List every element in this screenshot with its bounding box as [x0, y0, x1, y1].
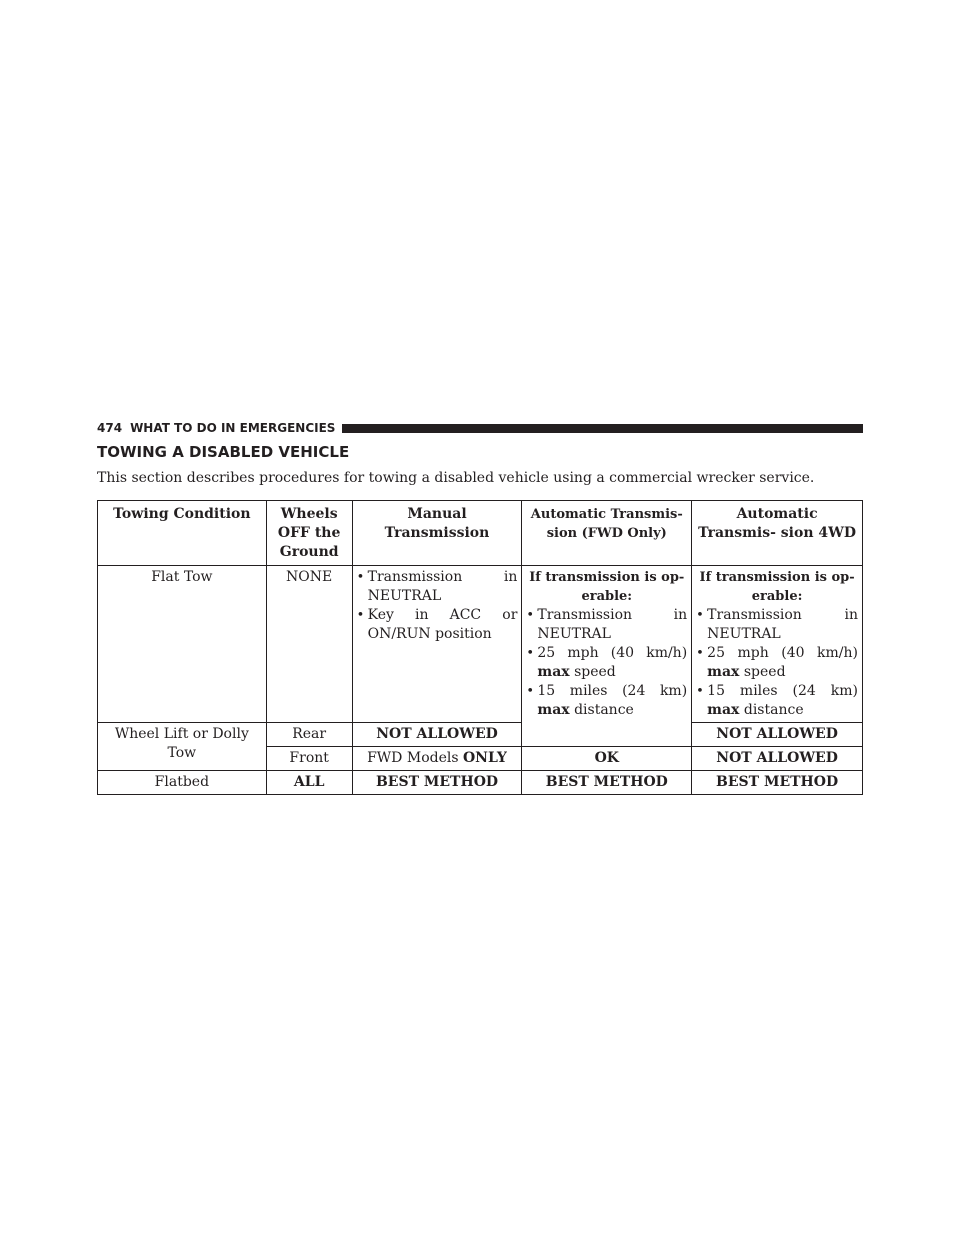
speed-value: 25 mph (40 km/h) — [537, 645, 688, 661]
speed-value: 25 mph (40 km/h) — [707, 645, 858, 661]
auto-4wd-steps-list — [696, 606, 858, 720]
speed-rest: speed — [743, 664, 786, 680]
auto-fwd-condition: If transmission is op- erable: — [529, 570, 685, 604]
list-item — [696, 644, 858, 682]
header-auto-fwd: Automatic Transmis- sion (FWD Only) — [522, 501, 692, 566]
cell-flat-tow-auto-4wd — [692, 566, 863, 723]
cell-flatbed-condition: Flatbed — [98, 771, 267, 795]
list-item — [696, 682, 858, 720]
list-item-text: Key in ACC or ON/RUN position — [367, 607, 518, 642]
distance-value: 15 miles (24 km) — [707, 683, 858, 699]
table-header-row — [98, 501, 863, 566]
list-item — [357, 568, 518, 606]
front-manual-prefix: FWD Models — [367, 750, 459, 766]
page-header — [97, 419, 863, 437]
bullet-icon: • — [526, 684, 535, 699]
cell-rear-wheels: Rear — [266, 723, 352, 747]
header-wheels-off-ground: Wheels OFF the Ground — [266, 501, 352, 566]
list-item-text: Transmission in NEUTRAL — [537, 607, 688, 642]
cell-flatbed-wheels: ALL — [266, 771, 352, 795]
manual-steps-list — [357, 568, 518, 644]
cell-rear-auto-4wd: NOT ALLOWED — [692, 723, 863, 747]
header-rule — [342, 424, 863, 433]
cell-flatbed-auto-4wd: BEST METHOD — [692, 771, 863, 795]
list-item-text: Transmission in NEUTRAL — [367, 569, 518, 604]
list-item-text — [707, 682, 858, 720]
towing-table — [97, 500, 863, 795]
bullet-icon: • — [526, 608, 535, 623]
header-auto-4wd: Automatic Transmis- sion 4WD — [692, 501, 863, 566]
list-item-text: Transmission in NEUTRAL — [707, 607, 858, 642]
table-row-flat-tow — [98, 566, 863, 723]
distance-max: max — [707, 702, 740, 718]
page-number: 474 — [97, 421, 123, 435]
section-name: WHAT TO DO IN EMERGENCIES — [130, 421, 336, 435]
list-item — [526, 644, 687, 682]
bullet-icon: • — [356, 570, 365, 585]
cell-front-auto-fwd: OK — [522, 747, 692, 771]
header-manual-transmission: Manual Transmission — [352, 501, 522, 566]
list-item — [696, 606, 858, 644]
bullet-icon: • — [696, 684, 704, 699]
cell-flatbed-auto-fwd: BEST METHOD — [522, 771, 692, 795]
cell-wheel-lift-condition: Wheel Lift or Dolly Tow — [98, 723, 267, 771]
cell-front-auto-4wd: NOT ALLOWED — [692, 747, 863, 771]
list-item — [526, 606, 687, 644]
intro-paragraph: This section describes procedures for towing a disabled vehicle using a commercial wrecker service. — [97, 470, 815, 486]
bullet-icon: • — [696, 608, 704, 623]
list-item-text — [537, 682, 687, 720]
distance-rest: distance — [574, 702, 634, 718]
speed-rest: speed — [574, 664, 616, 680]
table-row-flatbed — [98, 771, 863, 795]
cell-front-manual — [352, 747, 522, 771]
front-manual-only: ONLY — [462, 750, 507, 766]
cell-rear-manual: NOT ALLOWED — [352, 723, 522, 747]
auto-fwd-steps-list — [526, 606, 687, 720]
cell-flat-tow-auto-fwd — [522, 566, 692, 747]
cell-flat-tow-condition: Flat Tow — [98, 566, 267, 723]
table-row-wheel-lift-rear — [98, 723, 863, 747]
list-item-text — [707, 644, 858, 682]
list-item — [357, 606, 518, 644]
distance-rest: distance — [743, 702, 804, 718]
speed-max: max — [537, 664, 570, 680]
cell-flat-tow-wheels: NONE — [266, 566, 352, 723]
bullet-icon: • — [356, 608, 365, 623]
distance-max: max — [537, 702, 570, 718]
bullet-icon: • — [696, 646, 704, 661]
page-title: TOWING A DISABLED VEHICLE — [97, 443, 350, 461]
header-towing-condition: Towing Condition — [98, 501, 267, 566]
bullet-icon: • — [526, 646, 535, 661]
cell-flatbed-manual: BEST METHOD — [352, 771, 522, 795]
list-item-text — [537, 644, 687, 682]
auto-4wd-condition: If transmission is op- erable: — [699, 570, 855, 604]
distance-value: 15 miles (24 km) — [537, 683, 688, 699]
cell-flat-tow-manual — [352, 566, 522, 723]
speed-max: max — [707, 664, 740, 680]
list-item — [526, 682, 687, 720]
cell-front-wheels: Front — [266, 747, 352, 771]
